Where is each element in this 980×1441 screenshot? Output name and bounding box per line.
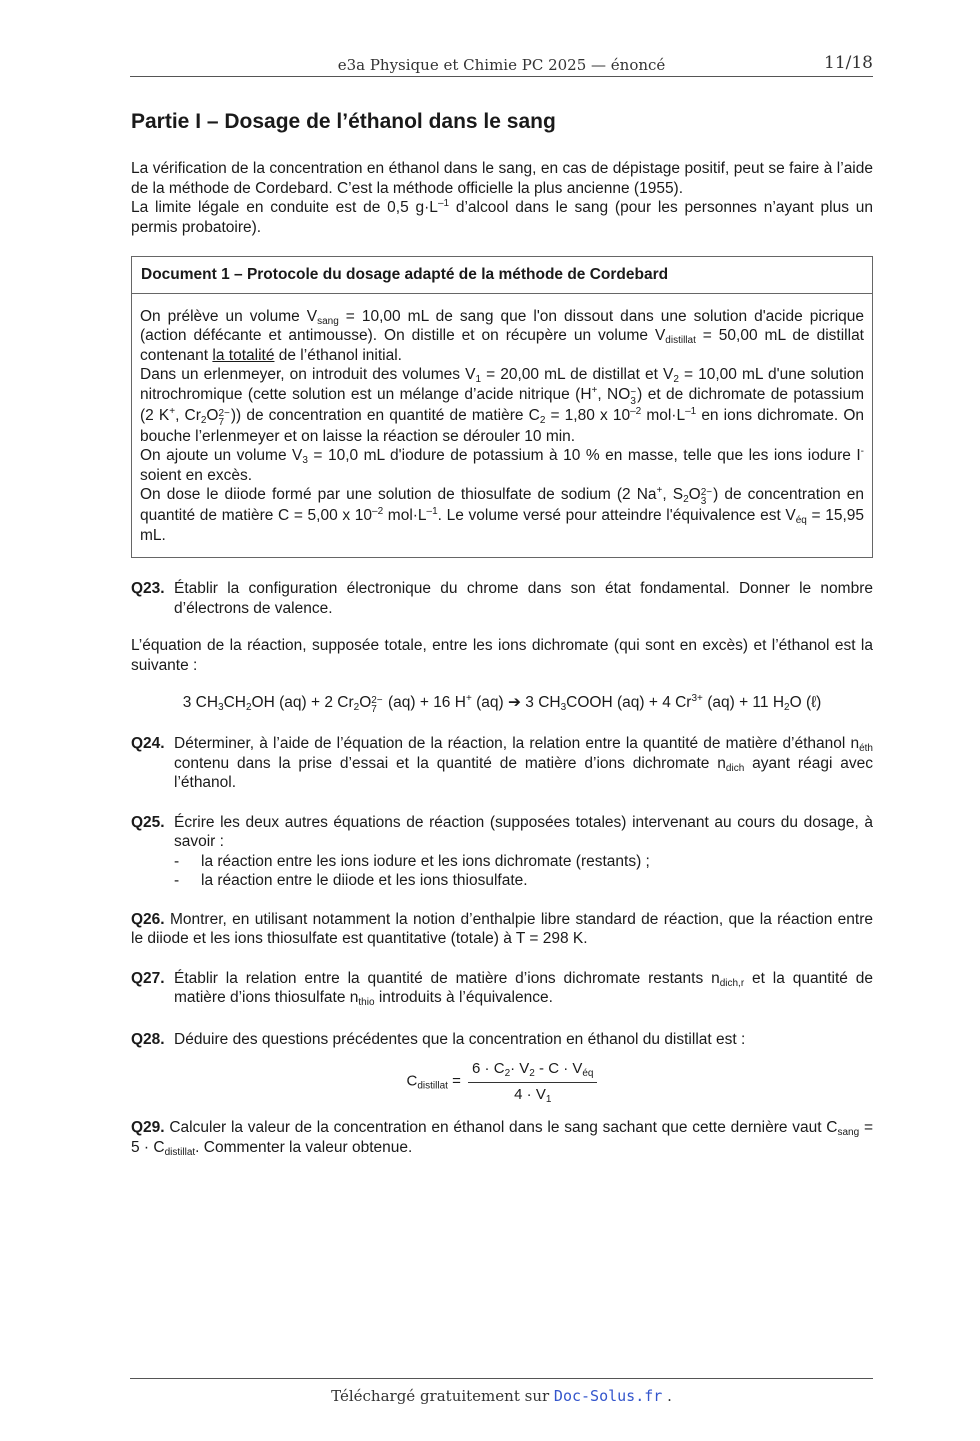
question-label: Q28. (131, 1030, 165, 1048)
question-text: Déterminer, à l’aide de l’équation de la réaction, la relation entre la quantité de matière d’éthanol $n_{éth}$ contenu dans la prise d’essai et la quantité de matière d’ions dichromate $n_{dich}$ ayant réagi avec l’éthanol. (174, 735, 873, 791)
intro-text-2: La limite légale en conduite est de 0,5 g·L (131, 199, 438, 216)
footer-text: Téléchargé gratuitement sur (331, 1387, 554, 1405)
question-text: Écrire les deux autres équations de réaction (supposées totales) intervenant au cours du dosage, à savoir : - la réaction entre les ions iodure et les ions dichromate (restants) ; - la réaction entre le diiode et les ions thiosulfate. (174, 813, 873, 889)
document-box (131, 256, 873, 558)
concentration-formula: $C_{distillat}$ = $\frac{6 \cdot C_2\cdot V_2 - C \cdot V_{éq}}{4 \cdot V_1}$ (131, 1059, 873, 1104)
document-paragraph-2: Dans un erlenmeyer, on introduit des volumes $V_1 = 20,00$ mL de distillat et $V_2 = 10,00$ mL d'une solution nitrochromique (cette solution est un mélange d’acide nitrique (H+, NO − 3 ) et de dichromate de potassium (2 K+, $Cr_2O$ 2− 7 )) de concentration en quantité de matière $C_2 = 1,80$ x $10^{-2}$ $mol\cdot L^{-1}$ en ions dichromate. On bouche l’erlenmeyer et on laisse la réaction se dérouler 10 min. On ajoute un volume $V_3 = 10,0$ mL d'iodure de potassium à 10 % en masse, telle que les ions iodure I- soient en excès. (140, 366, 865, 484)
question-text: Montrer, en utilisant notamment la notion d’enthalpie libre standard de réaction, que la réaction entre le diiode et les ions thiosulfate est quantitative (totale) à T = 298 K. (131, 910, 873, 947)
intro-text-3: d’alcool dans le sang (pour les personnes n’ayant plus un permis probatoire). (131, 199, 873, 236)
list-item: - la réaction entre le diiode et les ions thiosulfate. (174, 872, 528, 889)
intro-paragraph (131, 159, 873, 237)
question-28 (131, 1030, 873, 1050)
page-number: 11/18 (824, 53, 873, 73)
question-25 (131, 813, 873, 891)
question-text: Établir la configuration électronique du chrome dans son état fondamental. Donner le nombre d’électrons de valence. (174, 580, 873, 617)
reaction-equation: 3 $CH_3CH_2OH$ (aq) + 2 $Cr_2O$ 2− 7 (aq) + 16 H+ (aq) ➔ 3 $CH_3COOH$ (aq) + 4 $Cr^{3+}$ (aq) + 11 $H_2O$ (ℓ) (182, 693, 822, 715)
page-footer: Téléchargé gratuitement sur Doc-Solus.fr . (130, 1378, 873, 1407)
question-label: Q24. (131, 735, 165, 752)
arrow-icon: ➔ (507, 694, 521, 711)
header-title: e3a Physique et Chimie PC 2025 — énoncé (337, 56, 666, 74)
document-paragraph-3: On dose le diiode formé par une solution de thiosulfate de sodium (2 Na+, $S_2O$ 2− 3 ) de concentration en quantité de matière C = 5,00 x $10^{-2}$ $mol\cdot L^{-1}$. Le volume versé pour atteindre l'équivalence est $V_{éq} = 15,95$ mL. (140, 485, 865, 544)
question-23 (131, 579, 873, 618)
question-27 (131, 969, 873, 1008)
document-paragraph-1: On prélève un volume $V_{sang} = 10,00$ mL de sang que l'on dissout dans une solution d'acide picrique (action défécante et antimousse). On distille et on récupère un volume $V_{distillat} = 50,00$ mL de distillat contenant la totalité de l’éthanol initial. (140, 307, 864, 364)
list-item: - la réaction entre les ions iodure et les ions dichromate (restants) ; (174, 852, 650, 870)
question-24 (131, 734, 873, 793)
document-body (132, 294, 872, 558)
fraction (468, 1059, 597, 1104)
question-label: Q23. (131, 580, 165, 597)
question-text: Établir la relation entre la quantité de matière d’ions dichromate restants $n_{dich,r}$ et la quantité de matière d’ions thiosulfate $n_{thio}$ introduits à l’équivalence. (174, 969, 873, 1008)
question-label: Q25. (131, 813, 165, 831)
page-content (131, 108, 873, 1157)
fraction-numerator: $6 \cdot C_2\cdot V_2 - C \cdot V_{éq}$ (468, 1059, 597, 1083)
exponent: –1 (437, 198, 450, 209)
question-label: Q29. (131, 1119, 165, 1136)
question-29: Q29. Calculer la valeur de la concentration en éthanol dans le sang sachant que cette dernière vaut $C_{sang} = 5 \cdot C_{distillat}$. Commenter la valeur obtenue. (131, 1119, 873, 1158)
question-26 (131, 910, 873, 949)
section-title: Partie I – Dosage de l’éthanol dans le sang (131, 110, 556, 133)
document-title: Document 1 – Protocole du dosage adapté de la méthode de Cordebard (132, 257, 872, 294)
question-label: Q27. (131, 969, 165, 987)
page-header (130, 52, 873, 77)
question-text: Déduire des questions précédentes que la concentration en éthanol du distillat est : (174, 1030, 746, 1048)
question-label: Q26. (131, 910, 165, 928)
reaction-intro: L’équation de la réaction, supposée totale, entre les ions dichromate (qui sont en excès) et l’éthanol est la suivante : (131, 637, 873, 674)
footer-link[interactable]: Doc-Solus.fr (553, 1387, 663, 1405)
fraction-denominator: $4 \cdot V_1$ (514, 1085, 552, 1105)
intro-text-1: La vérification de la concentration en éthanol dans le sang, en cas de dépistage positif, peut se faire à l’aide de la méthode de Cordebard. C’est la méthode officielle la plus ancienne (1955). (131, 160, 873, 197)
